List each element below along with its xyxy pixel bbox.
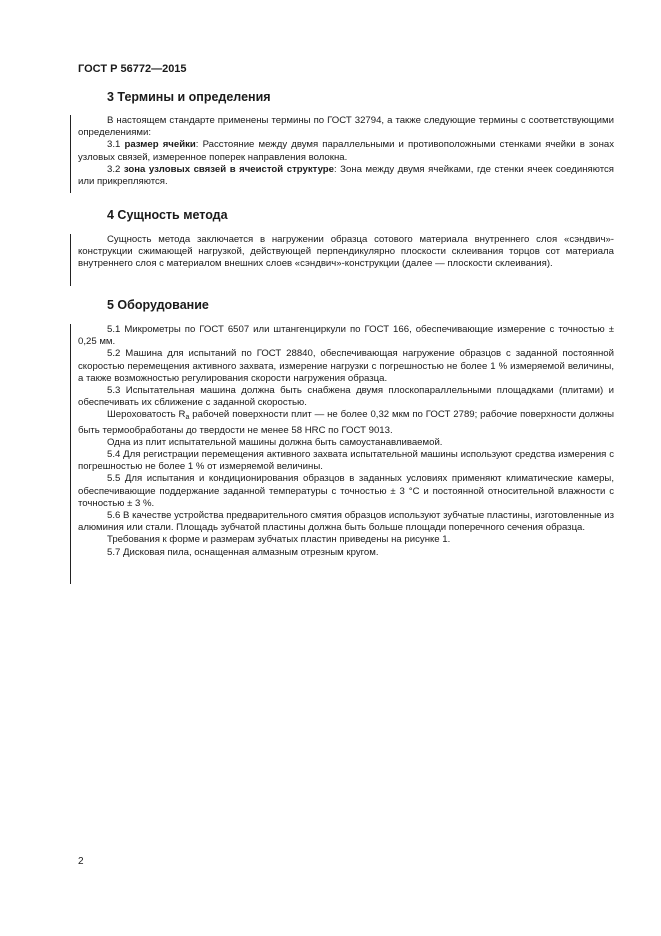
item-5-1: 5.1 Микрометры по ГОСТ 6507 или штангенциркули по ГОСТ 166, обеспечивающие измерение с точностью ± 0,25 мм. (78, 324, 614, 348)
term-3-2-number: 3.2 (107, 163, 124, 175)
section-5-title: 5 Оборудование (107, 298, 209, 312)
section-4-title: 4 Сущность метода (107, 208, 228, 222)
change-bar (70, 115, 71, 193)
item-5-3: 5.3 Испытательная машина должна быть снабжена двумя плоскопараллельными площадками (плитами) и обеспечивать их сближение с заданной скоростью. (78, 385, 614, 409)
page-number: 2 (78, 856, 84, 867)
change-bar (70, 234, 71, 286)
item-5-5: 5.5 Для испытания и кондиционирования образцов в заданных условиях применяют климатические камеры, обеспечивающие поддержание заданной температуры с точностью ± 3 °С и постоянной относительной влажности с точностью ± 3 %. (78, 473, 614, 509)
term-3-1-number: 3.1 (107, 139, 125, 151)
term-3-2 (78, 164, 614, 188)
s3-intro: В настоящем стандарте применены термины по ГОСТ 32794, а также следующие термины с соответствующими определениями: (78, 115, 614, 139)
change-bar (70, 324, 71, 584)
section-3-title: 3 Термины и определения (107, 90, 271, 104)
roughness-text-a: Шероховатость R (107, 409, 186, 421)
roughness-subscript: a (185, 414, 190, 422)
item-5-2: 5.2 Машина для испытаний по ГОСТ 28840, обеспечивающая нагружение образцов с заданной постоянной скоростью перемещения активного захвата, измерение нагрузки с погрешностью не более 1 % измеряемой величины, а также возможностью регулирования скорости нагружения образца. (78, 348, 614, 384)
document-header: ГОСТ Р 56772—2015 (78, 63, 187, 75)
section-3 (78, 90, 614, 104)
item-5-4: 5.4 Для регистрации перемещения активного захвата испытательной машины используют средства измерения с погрешностью не более 1 % от измеряемой величины. (78, 449, 614, 473)
term-3-1-definition: : Расстояние между двумя параллельными и противоположными стенками ячейки в зонах узловых связей, измеренное поперек направления волокна. (78, 139, 614, 163)
term-3-1 (78, 139, 614, 163)
self-aligning-plate-paragraph: Одна из плит испытательной машины должна быть самоустанавливаемой. (107, 436, 443, 448)
section-3-body (78, 115, 614, 188)
roughness-text-b: рабочей поверхности плит — не более 0,32 мкм по ГОСТ 2789; рабочие поверхности должны быть термообработаны до твердости не менее 58 HRC по ГОСТ 9013. (78, 409, 614, 436)
section-4 (78, 208, 614, 222)
section-5 (78, 298, 614, 312)
s4-paragraph: Сущность метода заключается в нагружении образца сотового материала внутреннего слоя «сэндвич»-конструкции сжимающей нагрузкой, действующей перпендикулярно плоскости склеивания торцов сот материала внутреннего слоя с материалом внешних слоев «сэндвич»-конструкции (далее — плоскости склеивания). (78, 234, 614, 270)
section-4-body (78, 234, 614, 271)
roughness-paragraph (78, 409, 614, 436)
item-5-6: 5.6 В качестве устройства предварительного смятия образцов используют зубчатые пластины, изготовленные из алюминия или стали. Площадь зубчатой пластины должна быть больше площади поперечного сечения образца. (78, 510, 614, 534)
term-3-2-term: зона узловых связей в ячеистой структуре (123, 163, 334, 175)
item-5-7: 5.7 Дисковая пила, оснащенная алмазным отрезным кругом. (107, 546, 379, 558)
toothed-plate-requirements: Требования к форме и размерам зубчатых пластин приведены на рисунке 1. (107, 534, 451, 546)
term-3-1-term: размер ячейки (124, 139, 196, 151)
term-3-2-definition: : Зона между двумя ячейками, где стенки ячеек соединяются или прикрепляются. (78, 163, 614, 188)
section-5-body (78, 324, 614, 559)
